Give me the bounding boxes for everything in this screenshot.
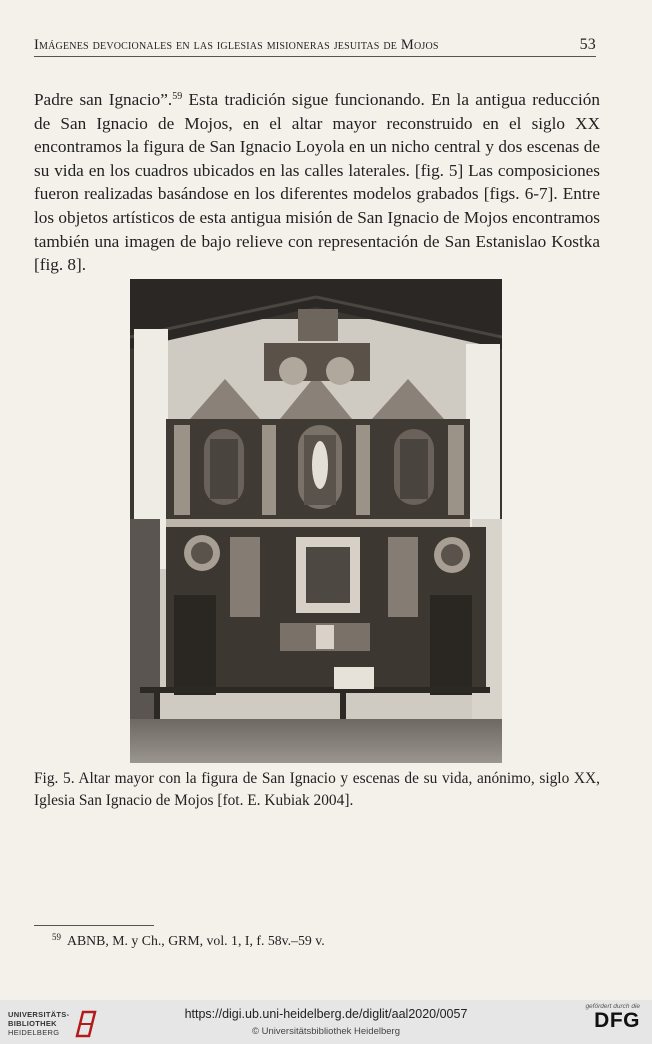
altar-photo-illustration	[130, 279, 502, 763]
body-paragraph	[34, 88, 600, 277]
dfg-wordmark: DFG	[594, 1009, 640, 1032]
paragraph-start: Padre san Ignacio”.	[34, 90, 173, 109]
footnote-text: ABNB, M. y Ch., GRM, vol. 1, I, f. 58v.–59 v.	[67, 933, 325, 948]
footnote-divider	[34, 925, 154, 926]
library-name-line2: BIBLIOTHEK	[8, 1018, 57, 1028]
source-url-link[interactable]: https://digi.ub.uni-heidelberg.de/diglit/aal2020/0057	[184, 1007, 468, 1021]
footnote-number: 59	[52, 932, 61, 942]
digitization-footer	[0, 1000, 652, 1044]
footnote	[52, 933, 600, 949]
altar-photograph	[130, 279, 502, 763]
figure-caption: Fig. 5. Altar mayor con la figura de San Ignacio y escenas de su vida, anónimo, siglo XX, Iglesia San Ignacio de Mojos [fot. E. Kubiak 2004].	[34, 770, 600, 809]
paragraph-rest: Esta tradición sigue funcionando. En la antigua reducción de San Ignacio de Mojos, en el altar mayor reconstruido en el siglo XX encontramos la figura de San Ignacio Loyola en un nicho central y dos escenas de su vida en los cuadros ubicados en las calles laterales. [fig. 5] Las composiciones fueron realizadas basándose en los diferentes modelos grabados [figs. 6-7]. Entre los objetos artísticos de esta antigua misión de San Ignacio de Mojos encontramos también una imagen de bajo relieve con representación de San Estanislao Kostka [fig. 8].	[34, 90, 600, 275]
dfg-logo[interactable]	[585, 1003, 640, 1032]
page-number: 53	[579, 36, 596, 53]
copyright-notice: © Universitätsbibliothek Heidelberg	[252, 1026, 400, 1037]
running-title: Imágenes devocionales en las iglesias misioneras jesuitas de Mojos	[34, 37, 439, 53]
library-name-line3: HEIDELBERG	[8, 1027, 60, 1037]
running-head	[34, 36, 596, 57]
funded-by-text: gefördert durch die	[585, 1003, 640, 1010]
library-name-line1: UNIVERSITÄTS-	[8, 1009, 70, 1019]
footnote-reference[interactable]: 59	[172, 91, 183, 102]
